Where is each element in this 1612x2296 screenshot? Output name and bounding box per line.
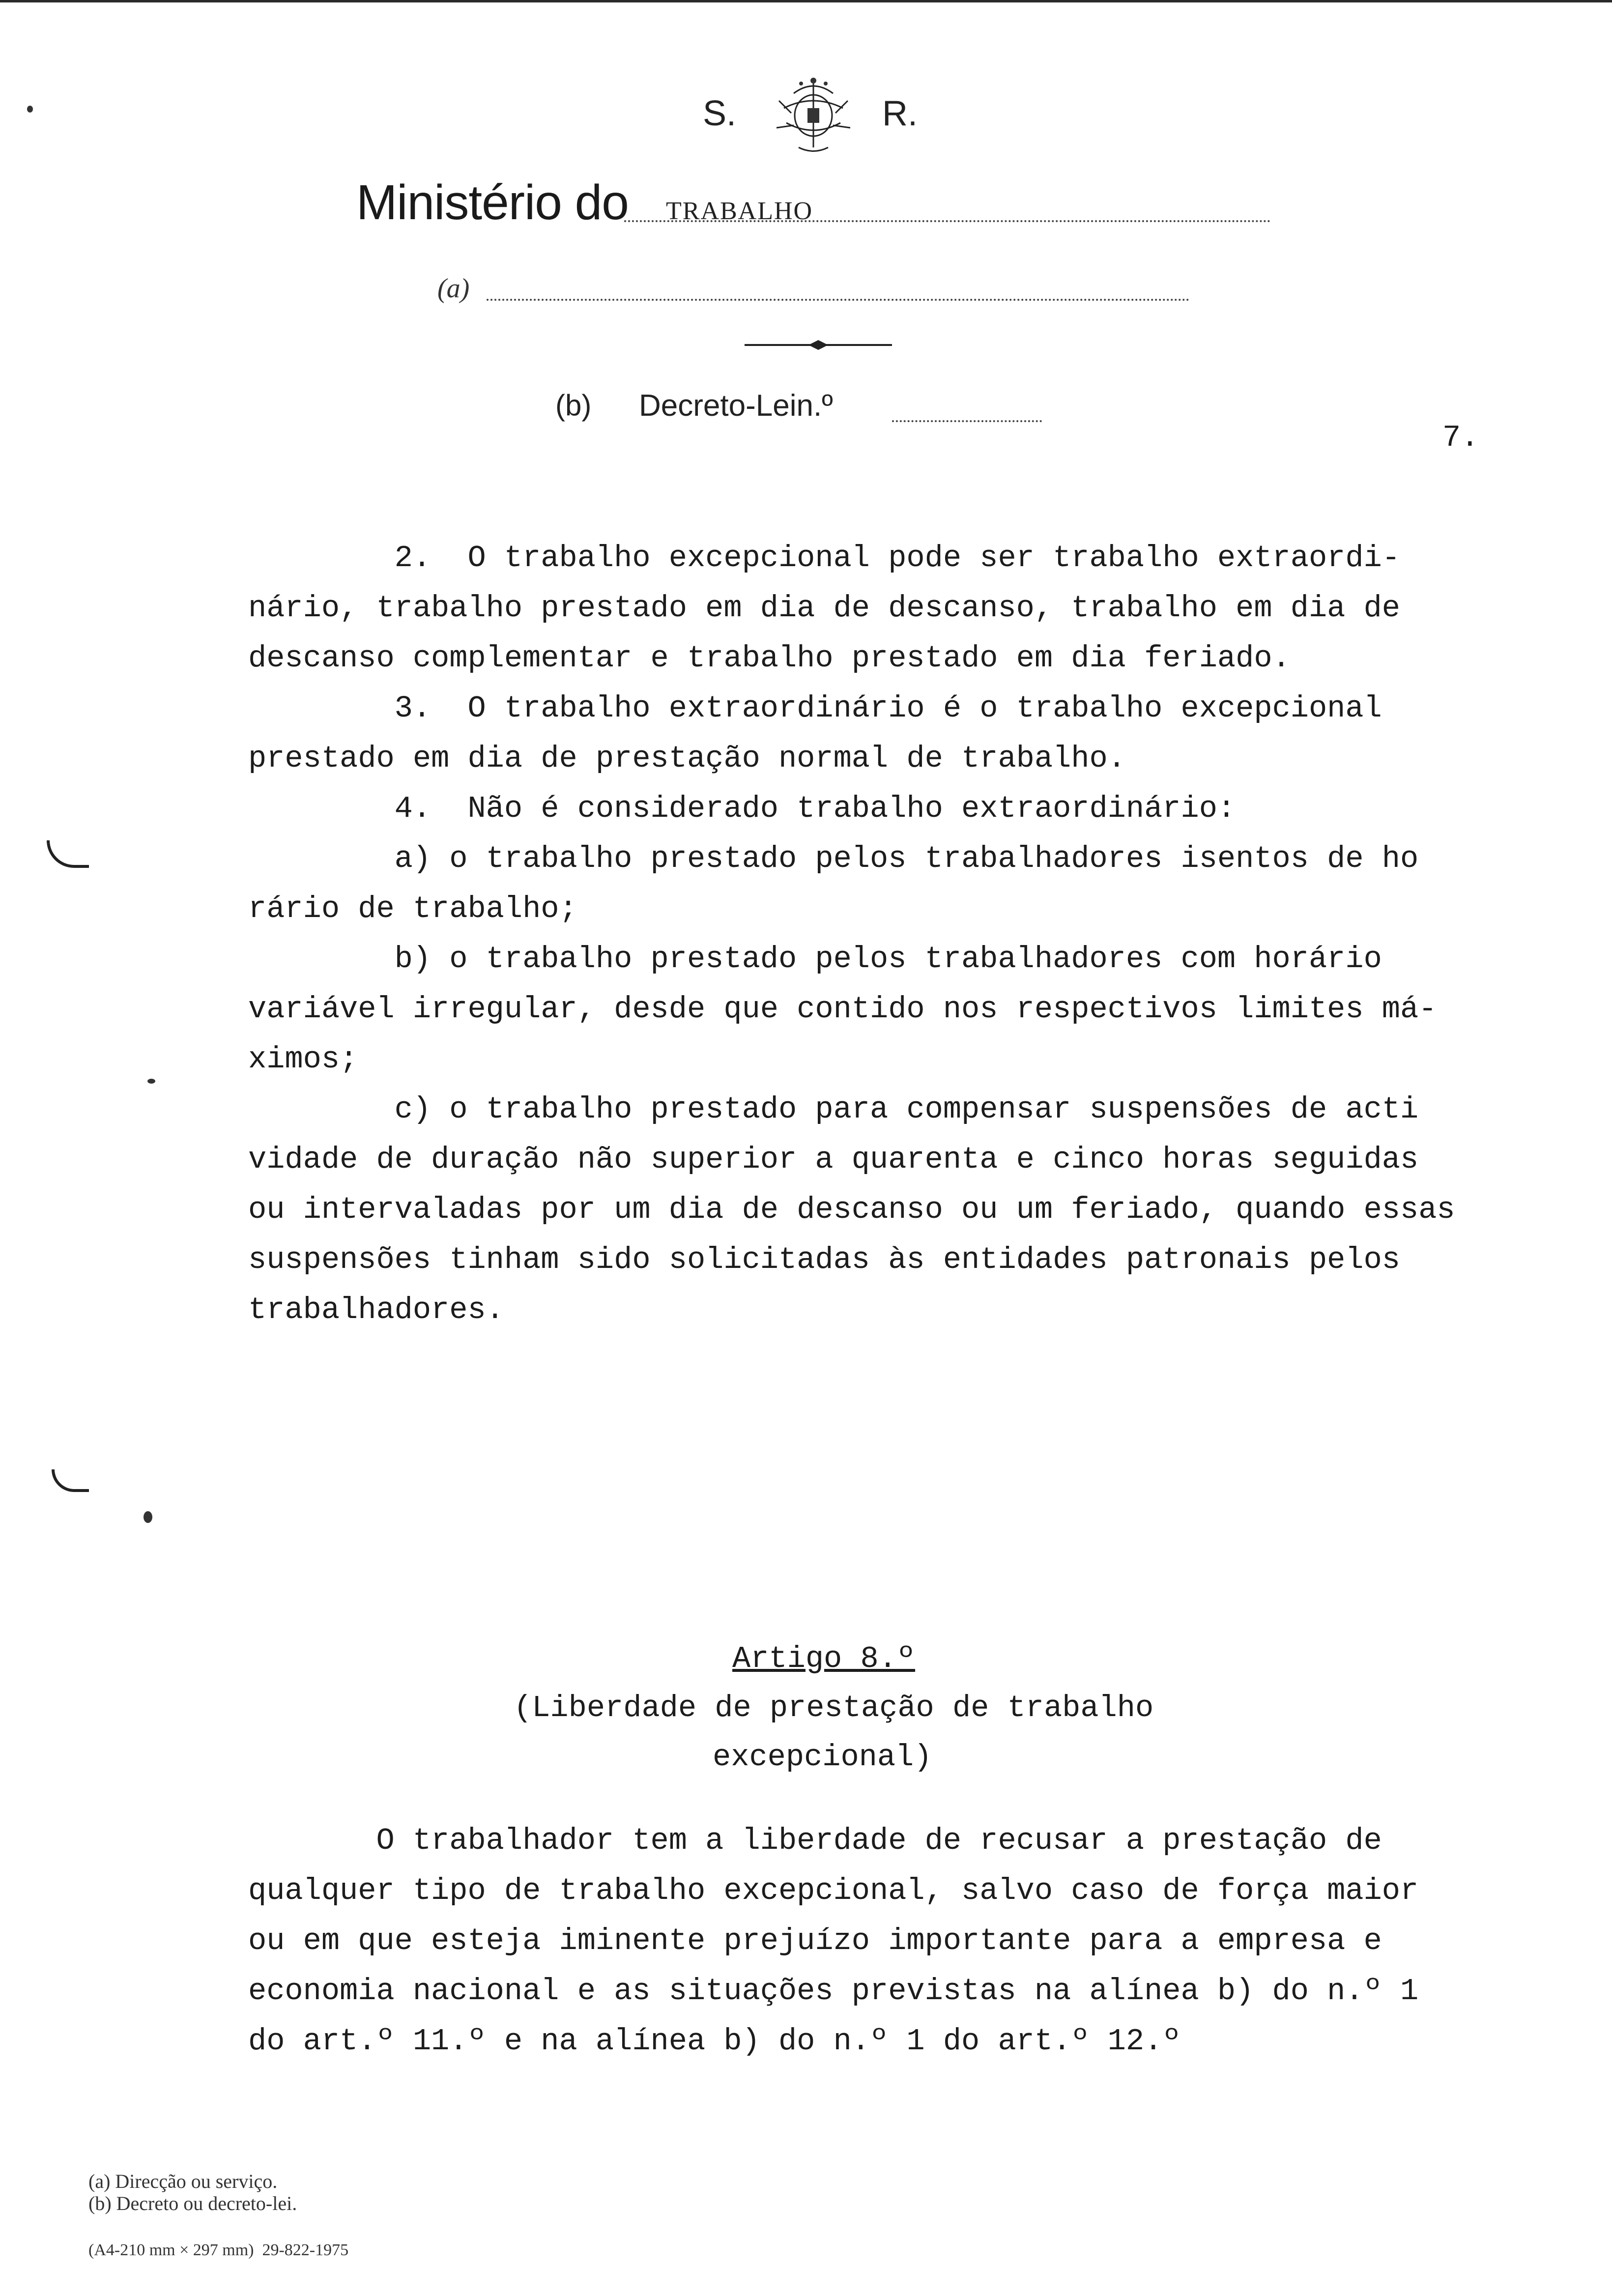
field-b-label: (b): [555, 389, 592, 422]
hand-mark: [52, 1469, 89, 1492]
text-line: O trabalhador tem a liberdade de recusar a prestação de: [248, 1823, 1382, 1858]
stray-mark: [147, 1079, 155, 1084]
stray-mark: [27, 106, 33, 113]
text-line: descanso complementar e trabalho prestado em dia feriado.: [248, 641, 1291, 676]
ministry-value: TRABALHO: [666, 197, 813, 225]
coat-of-arms-icon: [764, 74, 863, 157]
field-a-label: (a): [437, 273, 470, 304]
text-line: economia nacional e as situações previstas na alínea b) do n.º 1: [248, 1974, 1419, 2009]
text-line: 3. O trabalho extraordinário é o trabalho excepcional: [248, 691, 1382, 726]
text-line: suspensões tinham sido solicitadas às entidades patronais pelos: [248, 1242, 1400, 1277]
decreto-dotted-line: [892, 420, 1042, 422]
text-line: qualquer tipo de trabalho excepcional, salvo caso de força maior: [248, 1873, 1419, 1908]
text-line: rário de trabalho;: [248, 891, 577, 926]
text-line: ou intervaladas por um dia de descanso ou um feriado, quando essas: [248, 1192, 1455, 1227]
article-body: [248, 1816, 1418, 2066]
print-info: (A4-210 mm × 297 mm) 29-822-1975: [88, 2241, 349, 2259]
ministry-label: Ministério do: [356, 175, 629, 230]
text-line: nário, trabalho prestado em dia de descanso, trabalho em dia de: [248, 591, 1400, 626]
field-a-dotted-line: [487, 299, 1189, 301]
text-line: 2. O trabalho excepcional pode ser trabalho extraordi-: [248, 541, 1400, 575]
ornament-divider: [745, 339, 892, 351]
text-line: b) o trabalho prestado pelos trabalhadores com horário: [248, 942, 1382, 976]
stray-mark: [144, 1511, 152, 1523]
article-subtitle-cont: excepcional): [713, 1740, 932, 1775]
text-line: ximos;: [248, 1042, 358, 1077]
article-title: Artigo 8.º: [732, 1641, 916, 1676]
footnote-b: (b) Decreto ou decreto-lei.: [88, 2192, 297, 2214]
text-line: variável irregular, desde que contido nos respectivos limites má-: [248, 992, 1437, 1027]
letterhead-r: R.: [882, 94, 918, 133]
decreto-label: Decreto-Lein.º: [639, 389, 833, 423]
text-line: trabalhadores.: [248, 1292, 504, 1327]
body-text: [248, 533, 1455, 1335]
text-line: do art.º 11.º e na alínea b) do n.º 1 do art.º 12.º: [248, 2024, 1181, 2059]
text-line: prestado em dia de prestação normal de trabalho.: [248, 741, 1126, 776]
letterhead-s: S.: [703, 94, 737, 133]
text-line: vidade de duração não superior a quarenta e cinco horas seguidas: [248, 1142, 1419, 1177]
hand-mark: [47, 840, 89, 868]
text-line: ou em que esteja iminente prejuízo importante para a empresa e: [248, 1923, 1382, 1958]
text-line: 4. Não é considerado trabalho extraordinário:: [248, 791, 1236, 826]
text-line: c) o trabalho prestado para compensar suspensões de acti: [248, 1092, 1419, 1127]
footnote-a: (a) Direcção ou serviço.: [88, 2170, 278, 2192]
page-top-border: [0, 0, 1612, 2]
article-subtitle: (Liberdade de prestação de trabalho: [514, 1691, 1154, 1725]
page-number: 7.: [1442, 420, 1479, 455]
text-line: a) o trabalho prestado pelos trabalhadores isentos de ho: [248, 841, 1419, 876]
